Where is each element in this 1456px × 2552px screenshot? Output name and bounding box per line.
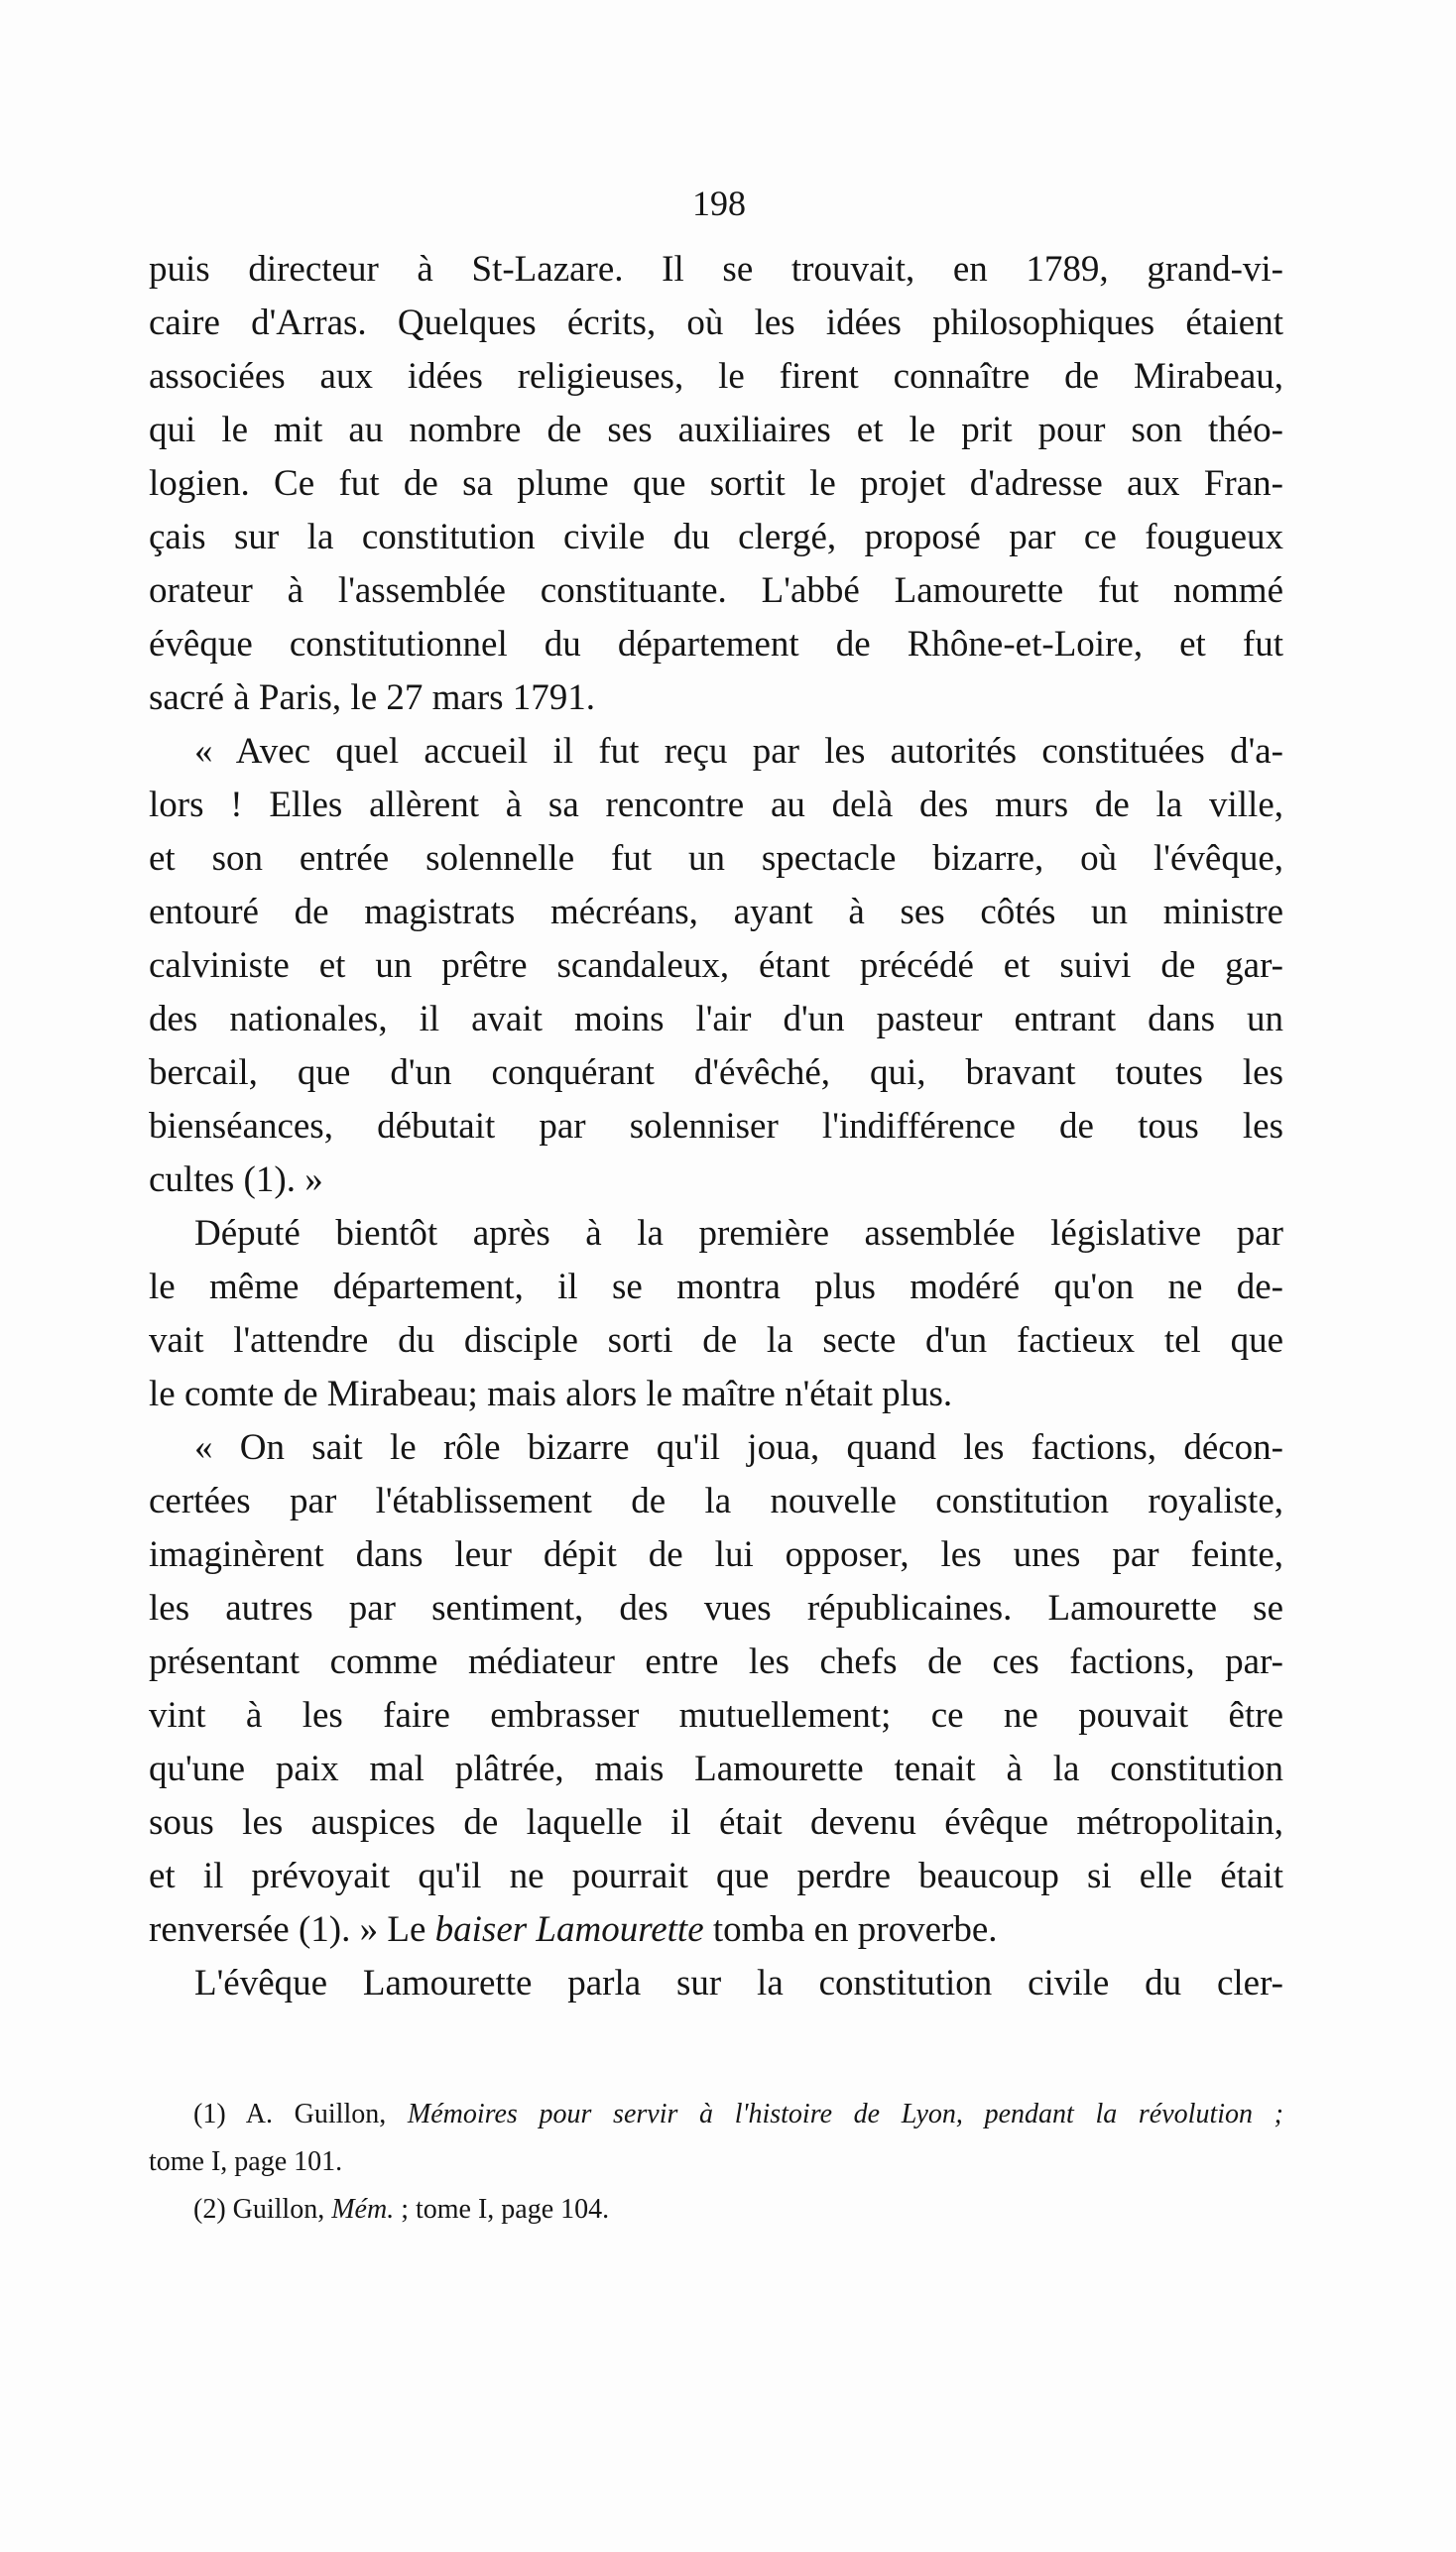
paragraph — [149, 1207, 1283, 1421]
text-line: calviniste et un prêtre scandaleux, étant précédé et suivi de gar- — [149, 945, 1283, 986]
text-line: « On sait le rôle bizarre qu'il joua, quand les factions, décon- — [194, 1427, 1283, 1468]
text-line: logien. Ce fut de sa plume que sortit le projet d'adresse aux Fran- — [149, 463, 1283, 504]
paragraph — [149, 1957, 1283, 2010]
text-line: « Avec quel accueil il fut reçu par les autorités constituées d'a- — [194, 731, 1283, 772]
footnote-text: (2) Guillon, — [193, 2194, 332, 2225]
text-line: vint à les faire embrasser mutuellement; ce ne pouvait être — [149, 1695, 1283, 1736]
text-line — [149, 1903, 1283, 1957]
text-line: et son entrée solennelle fut un spectacle bizarre, où l'évêque, — [149, 838, 1283, 879]
text-line: qui le mit au nombre de ses auxiliaires et le prit pour son théo- — [149, 410, 1283, 450]
text-line: imaginèrent dans leur dépit de lui opposer, les unes par feinte, — [149, 1534, 1283, 1575]
text-line: et il prévoyait qu'il ne pourrait que perdre beaucoup si elle était — [149, 1856, 1283, 1896]
text-line: bienséances, débutait par solenniser l'indifférence de tous les — [149, 1106, 1283, 1147]
text-segment: renversée (1). » Le — [149, 1909, 435, 1950]
text-line: présentant comme médiateur entre les chefs de ces factions, par- — [149, 1641, 1283, 1682]
page-number: 198 — [692, 183, 746, 223]
text-line: bercail, que d'un conquérant d'évêché, qui, bravant toutes les — [149, 1052, 1283, 1093]
footnote — [149, 2186, 1283, 2234]
footnote-text: ; tome I, page 104. — [394, 2194, 610, 2225]
text-line: le même département, il se montra plus modéré qu'on ne de- — [149, 1267, 1283, 1307]
text-line: qu'une paix mal plâtrée, mais Lamourette tenait à la constitution — [149, 1749, 1283, 1789]
text-line: des nationales, il avait moins l'air d'un pasteur entrant dans un — [149, 999, 1283, 1039]
footnote-italic-text: Mém. — [331, 2194, 395, 2225]
text-line: évêque constitutionnel du département de Rhône-et-Loire, et fut — [149, 624, 1283, 665]
footnote — [149, 2091, 1283, 2138]
body-text — [149, 243, 1283, 2010]
footnote-text: (1) A. Guillon, — [193, 2099, 408, 2129]
text-line: puis directeur à St-Lazare. Il se trouvait, en 1789, grand-vi- — [149, 249, 1283, 290]
text-line: vait l'attendre du disciple sorti de la secte d'un factieux tel que — [149, 1320, 1283, 1361]
text-line: cultes (1). » — [149, 1159, 323, 1200]
paragraph — [149, 725, 1283, 1207]
text-line: le comte de Mirabeau; mais alors le maître n'était plus. — [149, 1374, 953, 1414]
text-line: certées par l'établissement de la nouvelle constitution royaliste, — [149, 1481, 1283, 1521]
footnote — [149, 2138, 1283, 2186]
text-line: entouré de magistrats mécréans, ayant à ses côtés un ministre — [149, 892, 1283, 932]
text-line: çais sur la constitution civile du clergé, proposé par ce fougueux — [149, 517, 1283, 557]
text-line: caire d'Arras. Quelques écrits, où les idées philosophiques étaient — [149, 303, 1283, 343]
footnote-text: tome I, page 101. — [149, 2146, 343, 2177]
text-line: sacré à Paris, le 27 mars 1791. — [149, 677, 596, 718]
text-line: sous les auspices de laquelle il était devenu évêque métropolitain, — [149, 1802, 1283, 1843]
text-line: associées aux idées religieuses, le firent connaître de Mirabeau, — [149, 356, 1283, 397]
text-segment: tomba en proverbe. — [703, 1909, 998, 1950]
text-line: lors ! Elles allèrent à sa rencontre au delà des murs de la ville, — [149, 785, 1283, 825]
footnote-italic-text: Mémoires pour servir à l'histoire de Lyon, pendant la révolution ; — [407, 2099, 1283, 2129]
text-line: L'évêque Lamourette parla sur la constitution civile du cler- — [194, 1963, 1283, 2004]
footnotes — [149, 2091, 1283, 2234]
text-line: Député bientôt après à la première assemblée législative par — [194, 1213, 1283, 1254]
paragraph — [149, 243, 1283, 725]
text-line: les autres par sentiment, des vues républicaines. Lamourette se — [149, 1588, 1283, 1629]
text-line: orateur à l'assemblée constituante. L'abbé Lamourette fut nommé — [149, 570, 1283, 611]
italic-text: baiser Lamourette — [434, 1909, 704, 1950]
paragraph — [149, 1421, 1283, 1957]
